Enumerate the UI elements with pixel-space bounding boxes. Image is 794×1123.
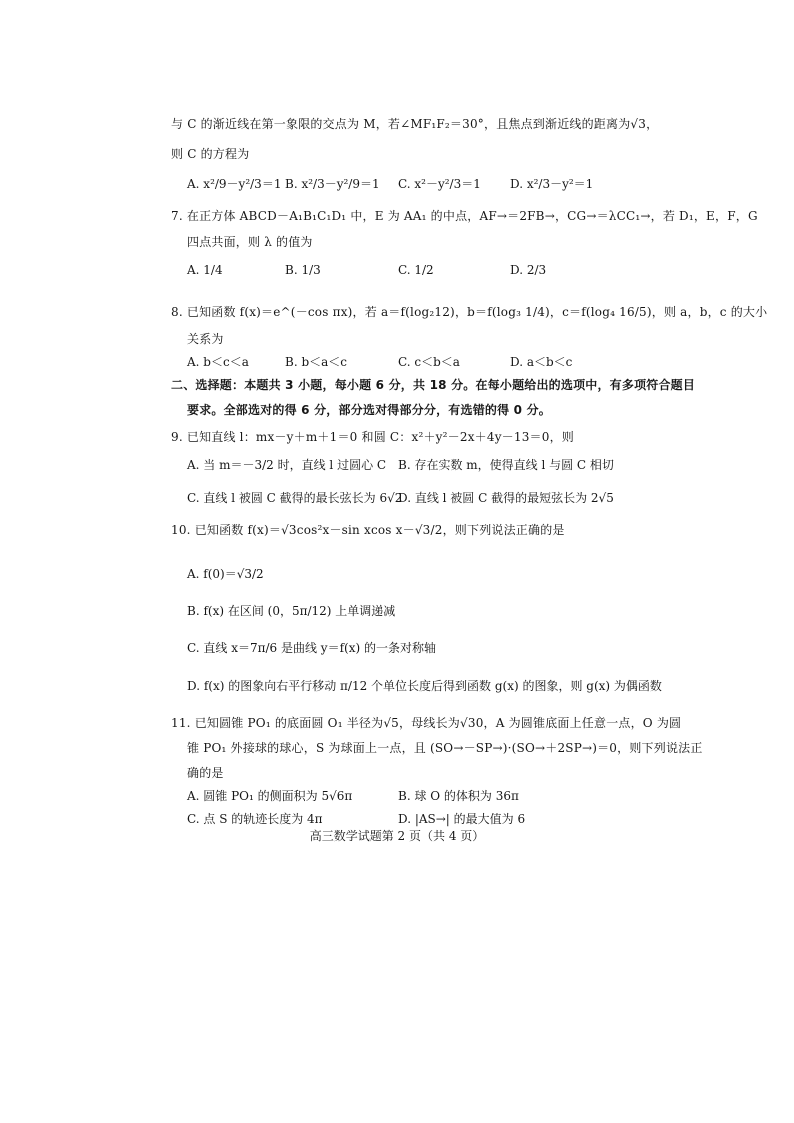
q9-option-b: B. 存在实数 m，使得直线 l 与圆 C 相切 — [398, 458, 614, 472]
q6-stem-line1: 与 C 的渐近线在第一象限的交点为 M，若∠MF₁F₂＝30°，且焦点到渐近线的距离为√3， — [171, 117, 659, 131]
q8-option-a: A. b＜c＜a — [187, 355, 249, 369]
q8-stem-line1: 8. 已知函数 f(x)＝e^(－cos πx)，若 a＝f(log₂12)，b＝f(log₃ 1/4)，c＝f(log₄ 16/5)，则 a，b，c 的大小 — [171, 305, 768, 319]
q9-option-d: D. 直线 l 被圆 C 截得的最短弦长为 2√5 — [398, 491, 614, 505]
q9-stem: 9. 已知直线 l：mx－y＋m＋1＝0 和圆 C：x²＋y²－2x＋4y－13＝0，则 — [171, 430, 574, 444]
q10-option-a: A. f(0)＝√3/2 — [187, 567, 264, 581]
q8-option-b: B. b＜a＜c — [285, 355, 348, 369]
q8-option-d: D. a＜b＜c — [510, 355, 573, 369]
q9-option-a: A. 当 m＝－3/2 时，直线 l 过圆心 C — [187, 458, 387, 472]
q10-option-d: D. f(x) 的图象向右平行移动 π/12 个单位长度后得到函数 g(x) 的图象，则 g(x) 为偶函数 — [187, 679, 662, 693]
q10-option-c: C. 直线 x＝7π/6 是曲线 y＝f(x) 的一条对称轴 — [187, 641, 436, 655]
q6-option-a: A. x²/9－y²/3＝1 — [187, 177, 282, 191]
q11-option-b: B. 球 O 的体积为 36π — [398, 789, 519, 803]
q10-stem: 10. 已知函数 f(x)＝√3cos²x－sin xcos x－√3/2，则下列说法正确的是 — [171, 523, 565, 537]
q11-stem-line1: 11. 已知圆锥 PO₁ 的底面圆 O₁ 半径为√5，母线长为√30，A 为圆锥底面上任意一点，O 为圆 — [171, 716, 682, 730]
section2-heading-line1: 二、选择题：本题共 3 小题，每小题 6 分，共 18 分。在每小题给出的选项中，有多项符合题目 — [171, 378, 696, 392]
q7-option-c: C. 1/2 — [398, 263, 434, 277]
q8-stem-line2: 关系为 — [187, 332, 224, 346]
q6-stem-line2: 则 C 的方程为 — [171, 147, 250, 161]
q7-stem-line1: 7. 在正方体 ABCD－A₁B₁C₁D₁ 中，E 为 AA₁ 的中点，AF→＝2FB→，CG→＝λCC₁→，若 D₁，E，F，G — [171, 209, 758, 223]
q7-option-b: B. 1/3 — [285, 263, 321, 277]
page-footer: 高三数学试题第 2 页（共 4 页） — [309, 829, 485, 843]
q11-option-c: C. 点 S 的轨迹长度为 4π — [187, 812, 323, 826]
q7-option-d: D. 2/3 — [510, 263, 547, 277]
q6-option-b: B. x²/3－y²/9＝1 — [285, 177, 380, 191]
q7-stem-line2: 四点共面，则 λ 的值为 — [187, 235, 313, 249]
q6-option-d: D. x²/3－y²＝1 — [510, 177, 594, 191]
q11-option-a: A. 圆锥 PO₁ 的侧面积为 5√6π — [187, 789, 353, 803]
q9-option-c: C. 直线 l 被圆 C 截得的最长弦长为 6√2 — [187, 491, 403, 505]
q10-option-b: B. f(x) 在区间 (0，5π/12) 上单调递减 — [187, 604, 396, 618]
q6-option-c: C. x²－y²/3＝1 — [398, 177, 481, 191]
q11-option-d: D. |AS→| 的最大值为 6 — [398, 812, 526, 826]
q7-option-a: A. 1/4 — [187, 263, 223, 277]
q8-option-c: C. c＜b＜a — [398, 355, 460, 369]
q11-stem-line2: 锥 PO₁ 外接球的球心，S 为球面上一点，且 (SO→－SP→)·(SO→＋2SP→)＝0，则下列说法正 — [187, 741, 703, 755]
q11-stem-line3: 确的是 — [187, 766, 224, 780]
section2-heading-line2: 要求。全部选对的得 6 分，部分选对得部分分，有选错的得 0 分。 — [187, 403, 552, 417]
